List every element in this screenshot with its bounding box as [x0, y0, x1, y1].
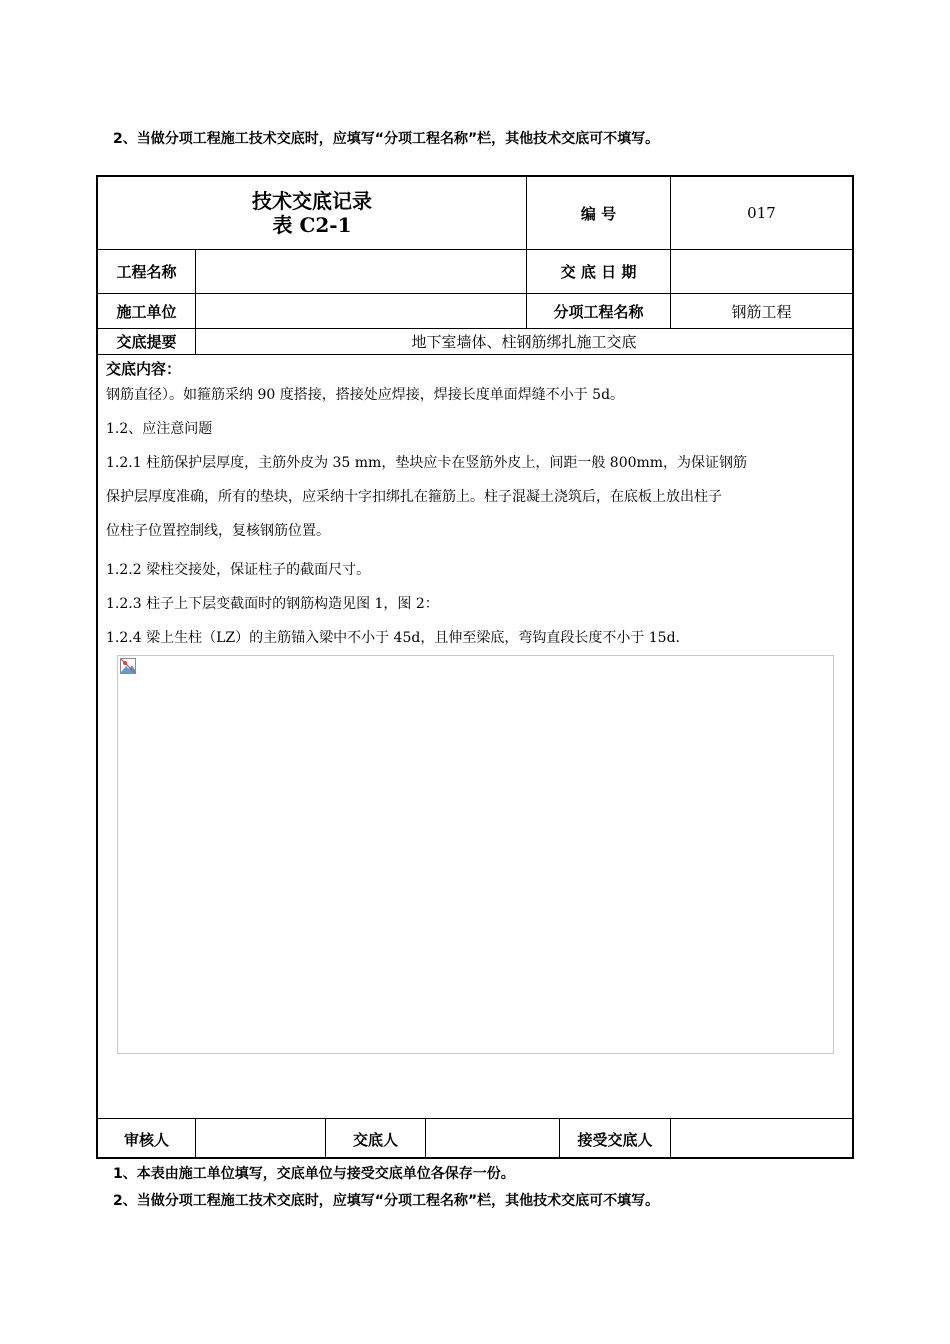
- content-paragraph: 1.2.2 梁柱交接处，保证柱子的截面尺寸。: [106, 562, 371, 578]
- receiver-field: [671, 1119, 852, 1159]
- content-paragraph: 1.2.1 柱筋保护层厚度，主筋外皮为 35 mm，垫块应卡在竖筋外皮上，间距一般 800mm，为保证钢筋: [106, 455, 748, 471]
- contractor-field: [196, 294, 526, 328]
- project-name-field: [196, 250, 526, 293]
- date-label: 交 底 日 期: [560, 263, 637, 281]
- broken-image-icon: [120, 658, 136, 674]
- reviewer-field: [196, 1119, 325, 1159]
- contractor-label: 施工单位: [116, 302, 177, 321]
- content-paragraph: 位柱子位置控制线，复核钢筋位置。: [106, 523, 330, 539]
- discloser-field: [426, 1119, 559, 1159]
- discloser-label: 交底人: [352, 1130, 398, 1149]
- form-title: [98, 177, 526, 249]
- content-paragraph: 1.2、应注意问题: [106, 421, 213, 437]
- content-paragraph: 1.2.3 柱子上下层变截面时的钢筋构造见图 1，图 2：: [106, 596, 439, 612]
- content-paragraph: 1.2.4 梁上生柱（LZ）的主筋锚入梁中不小于 45d，且伸至梁底，弯钩直段长度不小于 15d.: [106, 630, 680, 646]
- summary-label: 交底提要: [116, 333, 177, 351]
- number-value: 017: [747, 204, 776, 222]
- form-title-line2: 表 C2-1: [272, 213, 352, 237]
- number-label: 编 号: [580, 204, 617, 223]
- summary-value: 地下室墙体、柱钢筋绑扎施工交底: [411, 333, 637, 351]
- top-note: 2、当做分项工程施工技术交底时，应填写“分项工程名称”栏，其他技术交底可不填写。: [113, 131, 660, 147]
- content-label: 交底内容：: [106, 360, 182, 378]
- figure-placeholder: [117, 655, 834, 1054]
- form-title-line1: 技术交底记录: [252, 189, 372, 213]
- footnote: 2、当做分项工程施工技术交底时，应填写“分项工程名称”栏，其他技术交底可不填写。: [113, 1193, 660, 1209]
- disclosure-form: [96, 175, 854, 1159]
- reviewer-label: 审核人: [123, 1130, 169, 1149]
- receiver-label: 接受交底人: [577, 1130, 653, 1149]
- date-field: [671, 250, 852, 293]
- project-name-label: 工程名称: [116, 263, 177, 281]
- subitem-label: 分项工程名称: [553, 302, 644, 321]
- content-paragraph: 钢筋直径）。如箍筋采纳 90 度搭接，搭接处应焊接，焊接长度单面焊缝不小于 5d。: [106, 387, 625, 403]
- subitem-value: 钢筋工程: [731, 302, 792, 321]
- footnote: 1、本表由施工单位填写，交底单位与接受交底单位各保存一份。: [113, 1166, 515, 1182]
- content-paragraph: 保护层厚度准确，所有的垫块，应采纳十字扣绑扎在箍筋上。柱子混凝土浇筑后，在底板上放出柱子: [106, 489, 722, 505]
